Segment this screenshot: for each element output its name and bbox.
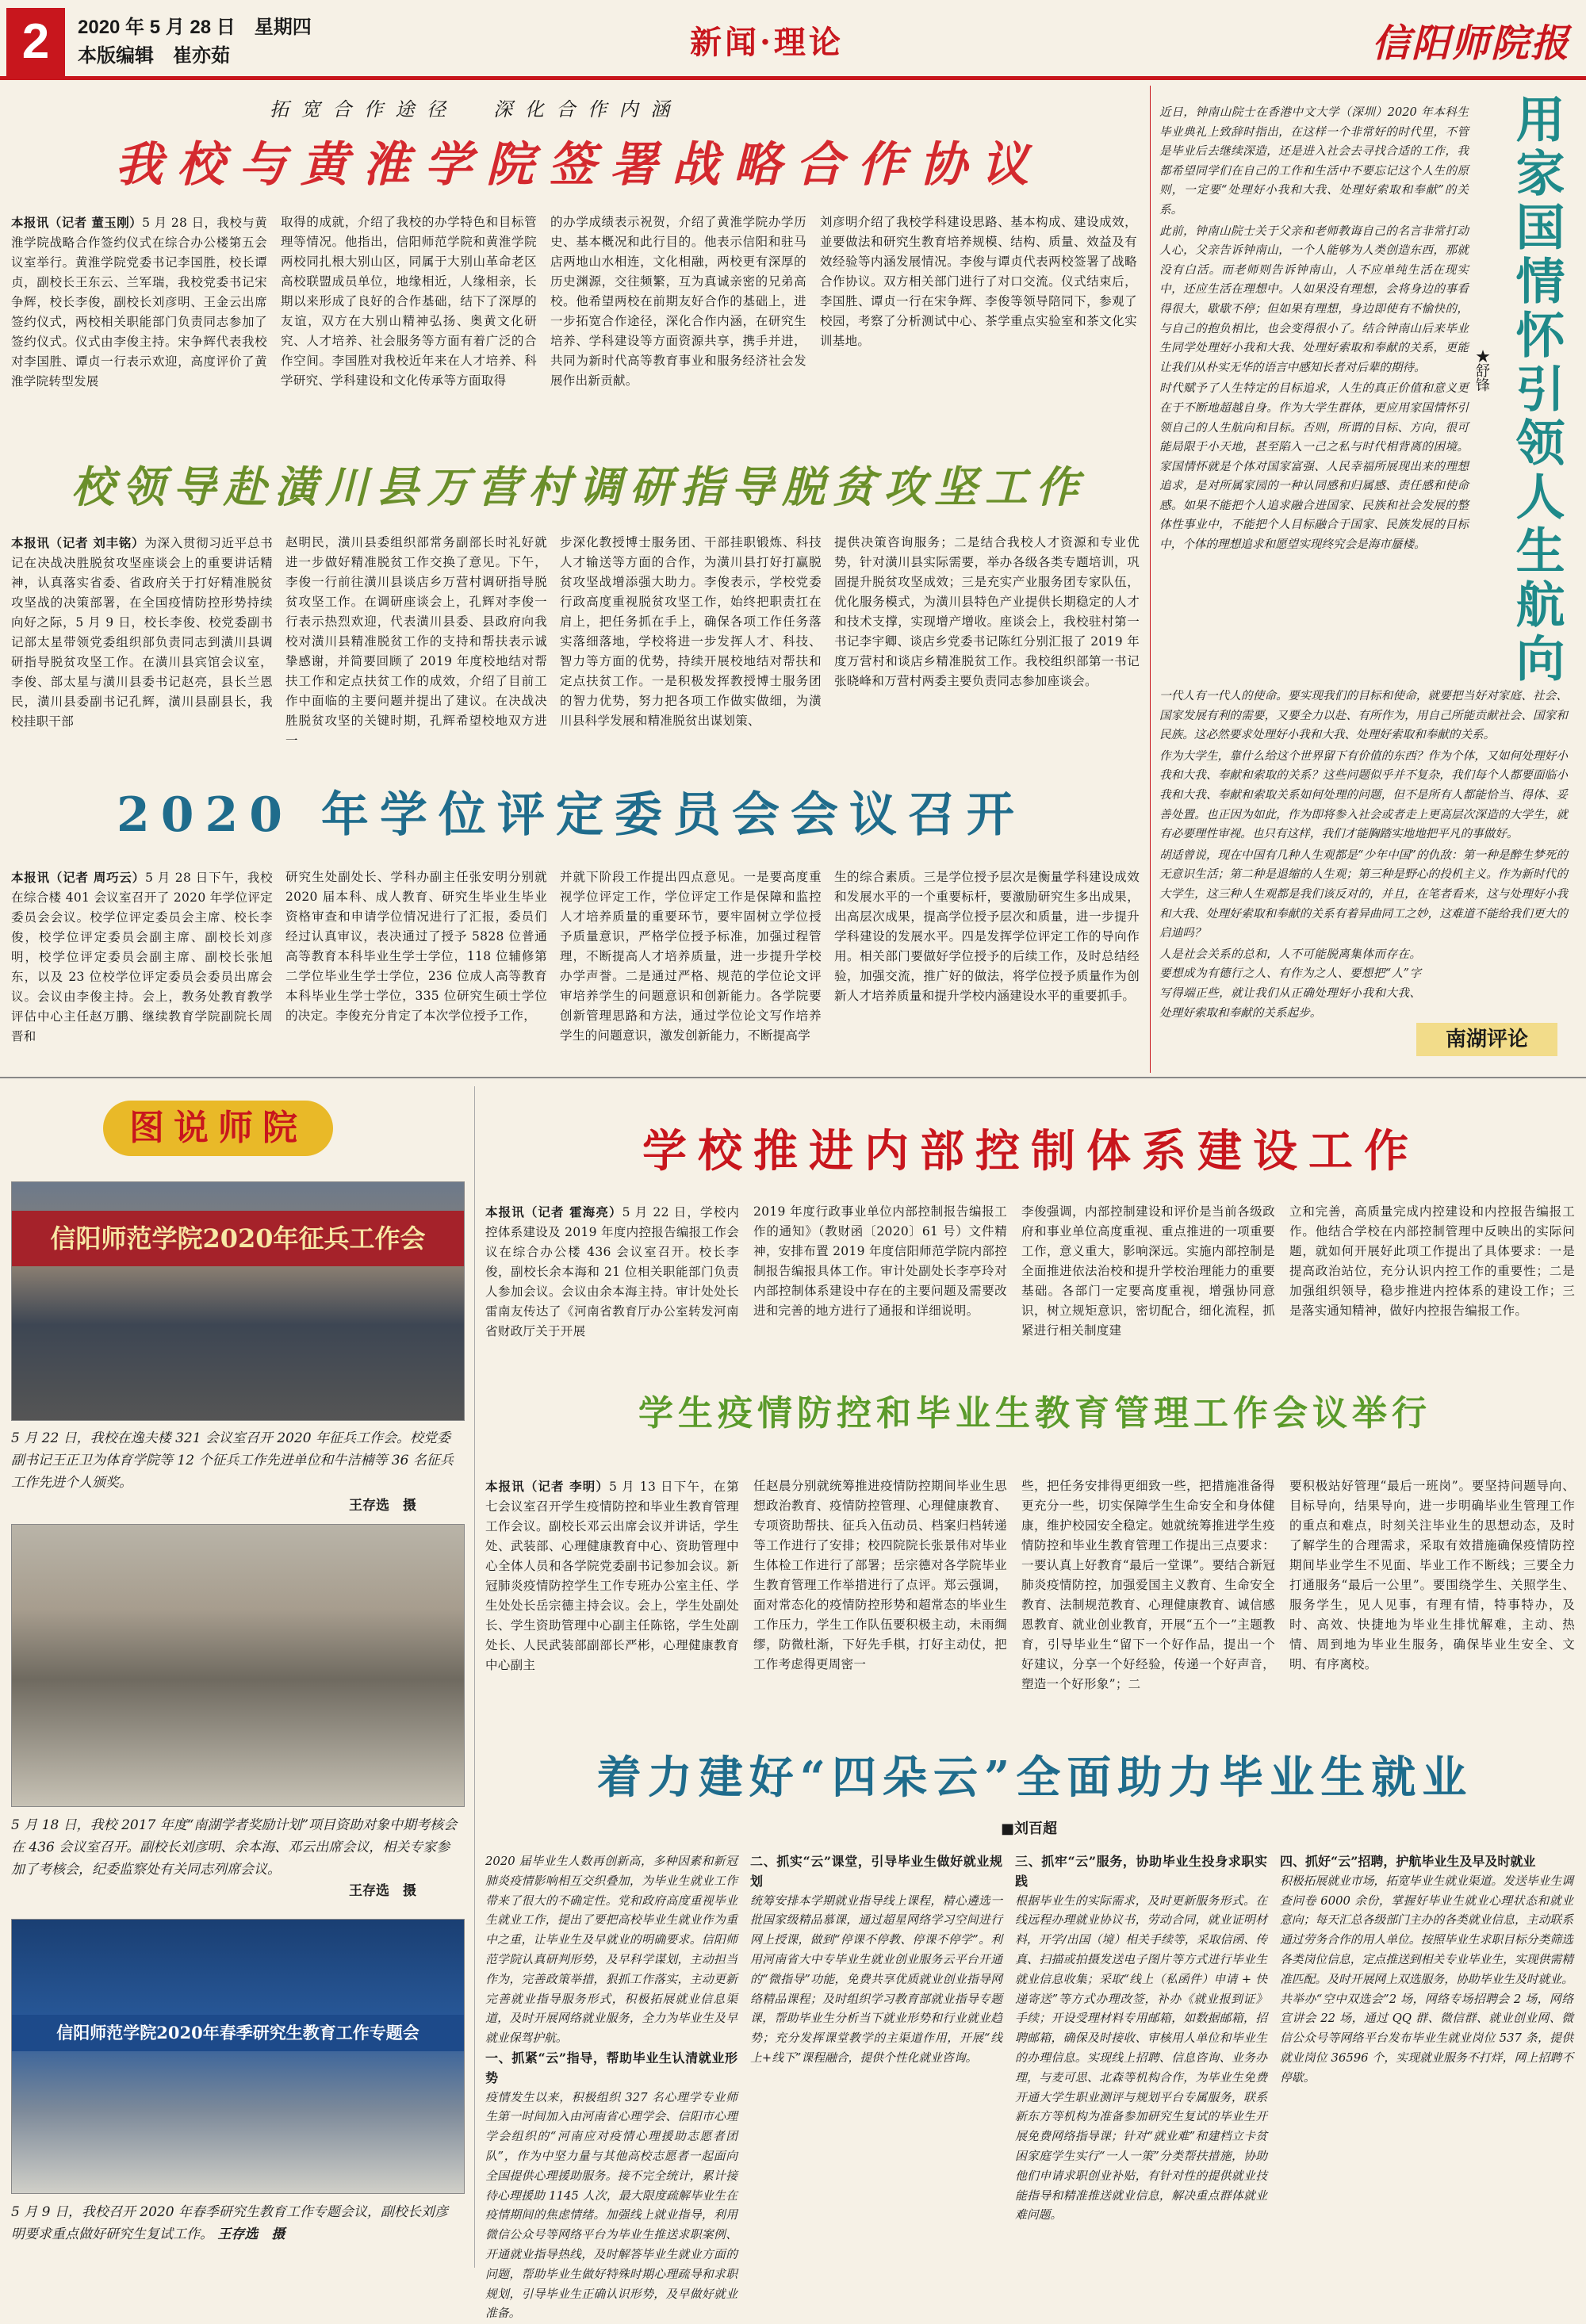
article1-col2 bbox=[281, 212, 537, 391]
article5-text1: 5 月 13 日下午，在第七会议室召开学生疫情防控和毕业生教育管理工作会议。副校长邓云出席会议并讲话，学生处、武装部、心理健康教育中心、资助管理中心全体人员和各学院党委副书记参加会议。新冠肺炎疫情防控学生工作专班办公室主任、学生处处长岳宗德主持会议。会上，学生处副处长、学生资助管理中心副主任陈铭，学生处副处长、人民武装部副部长严彬，心理健康教育中心副主 bbox=[485, 1480, 739, 1672]
photo-column-label: 图说师院 bbox=[103, 1101, 333, 1156]
article3-text4: 生的综合素质。三是学位授予层次是衡量学科建设成效和发展水平的一个重要标杆，要激励研究生多出成果，出高层次成果，提高学位授予层次和质量，进一步提升学科建设的发展水平。四是发挥学位评定工作的导向作用。相关部门要做好学位授予的后续工作，及时总结经验，加强交流，推广好的做法，将学位授予质量作为创新人才培养质量和提升学校内涵建设水平的重要抓手。 bbox=[834, 870, 1140, 1003]
article5-col2 bbox=[753, 1476, 1007, 1675]
photo1-caption bbox=[11, 1427, 459, 1494]
article1-col4 bbox=[820, 212, 1137, 351]
article2-text1: 为深入贯彻习近平总书记在决战决胜脱贫攻坚座谈会上的重要讲话精神，认真落实省委、省政府关于打好精准脱贫攻坚战的决策部署，在全国疫情防控形势持续向好之际，5 月 9 日，校长李俊、校党委副书记部太星带领党委组织部负责同志到潢川县调研指导脱贫攻坚工作。在潢川县宾馆会议室，李俊、部太星与潢川县委书记赵亮，县长兰恩民，潢川县委副书记孔辉，潢川县副县长，我校挂职干部 bbox=[11, 536, 273, 729]
column-para2: 此前，钟南山院士关于父亲和老师教诲自己的名言非常打动人心，父亲告诉钟南山，一个人能够为人类创造东西，那就没有白活。而老师则告诉钟南山，人不应单纯生活在现实中，还应生活在理想中。人如果没有理想，会将身边的事看得很大，歇歇不停；但如果有理想，身边即使有不愉快的，与自己的抱负相比，也会变得很小了。结合钟南山后来毕业生同学处理好小我和大我、处理好索取和奉献的关系，更能让我们从朴实无华的语言中感知长者对后辈的期待。 bbox=[1159, 224, 1469, 374]
article1-col1 bbox=[11, 212, 267, 392]
article4-byline: 本报讯（记者 霍海亮） bbox=[485, 1204, 623, 1219]
article1-col3 bbox=[550, 212, 806, 391]
article3-text1: 5 月 28 日下午，我校在综合楼 401 会议室召开了 2020 年学位评定委员会会议。校学位评定委员会主席、校长李俊，校学位评定委员会副主席、副校长刘彦明，校学位评定委员会副主席、副校长张旭东，以及 23 位校学位评定委员会委员出席会议。会议由李俊主持。会上，教务处教育教学评估中心主任赵万鹏、继续教育学院副院长周晋和 bbox=[11, 871, 273, 1043]
article4-text3: 李俊强调，内部控制建设和评价是当前各级政府和事业单位高度重视、重点推进的一项重要工作，意义重大，影响深远。实施内部控制是全面推进依法治校和提升学校治理能力的重要基础。各部门一定要高度重视，增强协同意识，树立规矩意识，密切配合，细化流程，抓紧进行相关制度建 bbox=[1021, 1204, 1275, 1338]
article4-text4: 立和完善，高质量完成内控建设和内控报告编报工作。他结合学校在内部控制管理中反映出的实际问题，就如何开展好此项工作提出了具体要求：一是提高政治站位，充分认识内控工作的重要性；二是加强组织领导，稳步推进内控体系的建设工作；三是落实通知精神，做好内控报告编报工作。 bbox=[1289, 1204, 1575, 1318]
article3-text2: 研究生处副处长、学科办副主任张安明分别就 2020 届本科、成人教育、研究生毕业生毕业资格审查和申请学位情况进行了汇报，委员们经过认真审议，表决通过了授予 5828 位普通高等教育本科毕业生学士学位，118 位辅修第二学位毕业生学士学位，236 位成人高等教育本科毕业生学士学位，335 位研究生硕士学位的决定。李俊充分肯定了本次学位授予工作， bbox=[285, 870, 547, 1023]
article6-col3 bbox=[1015, 1852, 1267, 2265]
article4-text1: 5 月 22 日，学校内控体系建设及 2019 年度内控报告编报工作会议在综合办公楼 436 会议室召开。校长李俊，副校长余本海和 21 位相关职能部门负责人参加会议。会议由余本海主持。审计处处长雷南友传达了《河南省教育厅办公室转发河南省财政厅关于开展 bbox=[485, 1205, 739, 1338]
divider-mid bbox=[0, 1077, 1586, 1078]
article1-text2: 取得的成就，介绍了我校的办学特色和目标管理等情况。他指出，信阳师范学院和黄淮学院两校同扎根大别山区，同属于大别山革命老区高校联盟成员单位，地缘相近，人缘相亲，长期以来形成了良好的合作基础，结下了深厚的友谊，双方在大别山精神弘扬、奥黄文化研究、人才培养、社会服务等方面有着广泛的合作空间。李国胜对我校近年来在人才培养、科学研究、学科建设和文化传承等方面取得 bbox=[281, 215, 537, 388]
article2-text2: 赵明民，潢川县委组织部常务副部长时礼好就进一步做好精准脱贫工作交换了意见。下午，李俊一行前往潢川县谈店乡万营村调研指导脱贫攻坚工作。在调研座谈会上，孔辉对李俊一行表示热烈欢迎，代表潢川县委、县政府向我校对潢川县精准脱贫工作的支持和帮扶表示诚挚感谢，并简要回顾了 2019 年度校地结对帮扶工作和定点扶贫工作的成效，介绍了目前工作中面临的主要问题并提出了建议。在决战决胜脱贫攻坚的关键时期，孔辉希望校地双方进一 bbox=[285, 535, 547, 748]
article3-col3 bbox=[560, 867, 822, 1046]
article6-title: 着力建好“四朵云”全面助力毕业生就业 bbox=[596, 1752, 1473, 1804]
page-number-badge: 2 bbox=[6, 8, 65, 76]
photo-scholar-review bbox=[11, 1524, 465, 1807]
editor-line: 本版编辑 崔亦茹 bbox=[78, 45, 230, 67]
article6-heading1: 一、抓紧“云”指导，帮助毕业生认清就业形势 bbox=[485, 2050, 737, 2085]
column-piece-title: 用家国情怀引领人生航向 bbox=[1507, 94, 1565, 687]
column-para4: 一代人有一代人的使命。要实现我们的目标和使命，就要把当好对家庭、社会、国家发展有利的需要，又要全力以赴、有所作为，用自己所能贡献社会、国家和民族。这必然要求处理好小我和大我、处理好索取和奉献的关系。 bbox=[1159, 689, 1568, 742]
article5-text3: 些，把任务安排得更细致一些，把措施准备得更充分一些，切实保障学生生命安全和身体健康，维护校园安全稳定。她就统筹推进学生疫情防控和毕业生教育管理工作提出三点要求：一要认真上好教育“最后一堂课”。要结合新冠肺炎疫情防控，加强爱国主义教育、生命安全教育、法制规范教育、心理健康教育、诚信感恩教育、就业创业教育，开展“五个一”主题教育，引导毕业生“留下一个好作品，提出一个好建议，分享一个好经验，传递一个好声音，塑造一个好形象”；二 bbox=[1021, 1479, 1275, 1691]
article4-col2 bbox=[753, 1202, 1007, 1321]
article2-byline: 本报讯（记者 刘丰铭） bbox=[11, 535, 145, 550]
article6-text4: 积极拓展就业市场，拓宽毕业生就业渠道。发送毕业生调查问卷 6000 余份，掌握好毕业生就业心理状态和就业意向；每天汇总各级部门主办的各类就业信息，主动联系通过劳务合作的用人单位。按照毕业生求职目标分类筛选各类岗位信息，定点推送到相关专业毕业生，实现供需精准匹配。及时开展网上双选服务，协助毕业生及时就业。共举办“空中双选会”2 场，网络专场招聘会 2 场，网络宣讲会 22 场，通过 QQ 群、微信群、就业创业网、微信公众号等网络平台发布毕业生就业岗位 537 条，提供就业岗位 36596 个，实现就业服务不打烊，网上招聘不停歇。 bbox=[1280, 1874, 1573, 2085]
article3-byline: 本报讯（记者 周巧云） bbox=[11, 870, 145, 885]
photo-conscription bbox=[11, 1181, 465, 1421]
article1-kicker: 拓 宽 合 作 途 径 深 化 合 作 内 涵 bbox=[270, 98, 673, 121]
column-para6: 胡适曾说，现在中国有几种人生观都是“少年中国”的仇敌：第一种是醉生梦死的无意识生活；第二种是退缩的人生观；第三种是野心的投机主义。作为新时代的大学生，这三种人生观都是我们该反对的，并且，在笔者看来，这与处理好小我和大我、处理好索取和奉献的关系有着异曲同工之妙，这难道不能给我们更大的启迪吗？ bbox=[1159, 848, 1568, 940]
article6-col1 bbox=[485, 1852, 737, 2321]
photo2-credit: 王存选 摄 bbox=[349, 1883, 416, 1899]
article6-text1: 疫情发生以来，积极组织 327 名心理学专业师生第一时间加入由河南省心理学会、信阳市心理学会组织的“河南应对疫情心理援助志愿者团队”，作为中坚力量与其他高校志愿者一起面向全国提供心理援助服务。接不完全统计，累计接待心理援助 1145 人次，最大限度疏解毕业生在疫情期间的焦虑情绪。加强线上就业指导，利用微信公众号等网络平台为毕业生推送求职案例、开通就业指导热线，及时解答毕业生就业方面的问题，帮助毕业生做好特殊时期心理疏导和求职规划，引导毕业生正确认识形势，及早做好就业准备。 bbox=[485, 2090, 737, 2321]
article2-title: 校领导赴潢川县万营村调研指导脱贫攻坚工作 bbox=[71, 461, 1086, 512]
article6-intro: 2020 届毕业生人数再创新高，多种因素和新冠肺炎疫情影响相互交织叠加，为毕业生就业工作带来了很大的不确定性。党和政府高度重视毕业生就业工作，提出了要把高校毕业生就业作为重中之重，让毕业生及早就业的明确要求。信阳师范学院认真研判形势，及早科学谋划，主动担当作为，完善政策举措，狠抓工作落实，主动更新完善就业指导服务形式，积极拓展就业信息渠道，及时开展网络就业服务，全力为毕业生及早就业保驾护航。 bbox=[485, 1855, 737, 2046]
article6-text2: 统筹安排本学期就业指导线上课程，精心遴选一批国家级精品慕课，通过超星网络学习空间进行网上授课，做到“停课不停教、停课不停学”。利用河南省大中专毕业生就业创业服务云平台开通的“微指导”功能，免费共享优质就业创业指导网络精品课程；及时组织学习教育部就业指导专题课，帮助毕业生分析当下就业形势和行业就业趋势；充分发挥课堂教学的主渠道作用，开展“线上+线下”课程融合，提供个性化就业咨询。 bbox=[750, 1893, 1002, 2065]
article1-text4: 刘彦明介绍了我校学科建设思路、基本构成、建设成效，並要做法和研究生教育培养规模、结构、质量、效益及有效经验等内涵发展情况。李俊与谭贞代表两校签署了战略合作协议。双方相关部门进行了对口交流。仪式结束后，李国胜、谭贞一行在宋争辉、李俊等领导陪同下，参观了校园，考察了分析测试中心、茶学重点实验室和茶文化实训基地。 bbox=[820, 215, 1137, 348]
article6-heading2: 二、抓实“云”课堂，引导毕业生做好就业规划 bbox=[750, 1854, 1002, 1889]
article5-text4: 要积极站好管理“最后一班岗”。要坚持问题导向、目标导向，结果导向，进一步明确毕业生管理工作的重点和难点，时刻关注毕业生的思想动态，及时了解学生的合理需求，采取有效措施确保疫情防控期间毕业学生不见面、毕业工作不断线；三要全力打通服务“最后一公里”。要围绕学生、关照学生、服务学生，见人见事，有理有情，特事特办，及时、高效、快捷地为毕业生排忧解难，主动、热情、周到地为毕业生服务，确保毕业生安全、文明、有序离校。 bbox=[1289, 1479, 1575, 1671]
column-piece-body-wide bbox=[1159, 687, 1568, 1024]
article2-col4 bbox=[834, 533, 1140, 691]
article6-col4 bbox=[1280, 1852, 1573, 2225]
photo3-caption-text: 5 月 9 日，我校召开 2020 年春季研究生教育工作专题会议，副校长刘彦明要求重点做好研究生复试工作。 bbox=[11, 2204, 448, 2242]
article5-col1 bbox=[485, 1476, 739, 1675]
article4-col3 bbox=[1021, 1202, 1275, 1341]
column-para3: 时代赋予了人生特定的目标追求，人生的真正价值和意义更在于不断地超越自身。作为大学生群体，更应用家国情怀引领自己的人生航向和目标。否则，所谓的目标、方向，很可能局限于小天地，甚至陷入一己之私与时代相背离的困境。家国情怀就是个体对国家富强、人民幸福所展现出来的理想追求，是对所属家园的一种认同感和归属感、责任感和使命感。如果不能把个人追求融合进国家、民族和社会发展的整体性事业中，不能把个人目标融合于国家、民族发展的目标中，个体的理想追求和愿望实现终究会是海市蜃楼。 bbox=[1159, 381, 1469, 552]
photo3-banner: 信阳师范学院2020年春季研究生教育工作专题会 bbox=[12, 2015, 464, 2051]
article6-col2 bbox=[750, 1852, 1002, 2265]
photo3-credit: 王存选 摄 bbox=[217, 2226, 285, 2242]
article6-heading4: 四、抓好“云”招聘，护航毕业生及早及时就业 bbox=[1280, 1854, 1536, 1869]
photo2-caption bbox=[11, 1814, 459, 1881]
date-line: 2020 年 5 月 28 日 星期四 bbox=[78, 17, 312, 38]
article1-text1: 5 月 28 日，我校与黄淮学院战略合作签约仪式在综合办公楼第五会议室举行。黄淮学院党委书记李国胜，校长谭贞，副校长王东云、兰军瑞，我校党委书记宋争辉，校长李俊，副校长刘彦明、王金云出席签约仪式，两校相关职能部门负责同志参加了签约仪式。仪式由李俊主持。宋争辉代表我校对李国胜、谭贞一行表示欢迎，高度评价了黄淮学院转型发展 bbox=[11, 216, 267, 389]
article6-heading3: 三、抓牢“云”服务，协助毕业生投身求职实践 bbox=[1015, 1854, 1267, 1889]
article1-title: 我校与黄淮学院签署战略合作协议 bbox=[115, 137, 1043, 193]
paper-name-logo: 信阳师院报 bbox=[1372, 21, 1571, 66]
article3-col4 bbox=[834, 867, 1140, 1006]
photo1-banner: 信阳师范学院2020年征兵工作会 bbox=[12, 1211, 464, 1266]
article3-col2 bbox=[285, 867, 547, 1026]
article4-title: 学校推进内部控制体系建设工作 bbox=[642, 1125, 1419, 1177]
article6-text3: 根据毕业生的实际需求，及时更新服务形式。在线远程办理就业协议书，劳动合同，就业证明材料，开学/出国（境）相关手续等，采取信函、传真、扫描或拍摄发送电子图片等方式进行毕业生就业信息收集；采取“线上（私函件）申请 + 快递寄送”等方式办理改签，补办《就业报到证》手续；开设受理材料专用邮箱，如数据邮箱，招聘邮箱，确保及时接收、审核用人单位和毕业生的办理信息。实现线上招聘、信息咨询、业务办理，与麦可思、北森等机构合作，为毕业生免费开通大学生职业测评与规划平台专属服务，联系新东方等机构为准备参加研究生复试的毕业生开展免费网络指导课；针对“就业难”和建档立卡贫困家庭学生实行“一人一策”分类帮扶措施，协助他们申请求职创业补贴，有针对性的提供就业技能指导和精准推送就业信息，解决重点群体就业难问题。 bbox=[1015, 1893, 1267, 2223]
article2-text3: 步深化教授博士服务团、干部挂职锻炼、科技人才输送等方面的合作，为潢川县打好打赢脱贫攻坚战增添强大助力。李俊表示，学校党委行政高度重视脱贫攻坚工作，始终把职责扛在肩上，把任务抓在手上，确保各项工作任务落实落细落地，学校将进一步发挥人才、科技、智力等方面的优势，持续开展校地结对帮扶和定点扶贫工作。一是积极发挥教授博士服务团的智力优势，努力把各项工作做实做细，为潢川县科学发展和精准脱贫出谋划策、 bbox=[560, 535, 822, 728]
photo-graduate-meeting bbox=[11, 1919, 465, 2194]
article4-text2: 2019 年度行政事业单位内部控制报告编报工作的通知》（教财函〔2020〕61 号）文件精神，安排布置 2019 年度信阳师范学院内部控制报告编报具体工作。审计处副处长李亭玲对内部控制体系建设中存在的主要问题及需要改进和完善的地方进行了通报和详细说明。 bbox=[753, 1204, 1007, 1318]
article4-col4 bbox=[1289, 1202, 1575, 1321]
article2-col1 bbox=[11, 533, 273, 732]
article2-col3 bbox=[560, 533, 822, 731]
article2-text4: 提供决策咨询服务；二是结合我校人才资源和专业优势，针对潢川县实际需要，举办各级各类专题培训，巩固提升脱贫攻坚成效；三是充实产业服务团专家队伍，优化服务模式，为潢川县特色产业提供长期稳定的人才和技术支撑，实现增产增收。座谈会上，我校驻村第一书记李宇卿、谈店乡党委书记陈红分别汇报了 2019 年度万营村和谈店乡精准脱贫工作。我校组织部第一书记张晓峰和万营村两委主要负责同志参加座谈会。 bbox=[834, 535, 1140, 688]
article6-author: ■刘百超 bbox=[1001, 1821, 1058, 1837]
article4-col1 bbox=[485, 1202, 739, 1342]
column-para7: 人是社会关系的总和，人不可能脱离集体而存在。要想成为有德行之人、有作为之人、要想把“人”字写得端正些，就让我们从正确处理好小我和大我、处理好索取和奉献的关系起步。 bbox=[1159, 947, 1421, 1020]
photo-column-divider bbox=[474, 1086, 475, 2268]
article2-col2 bbox=[285, 533, 547, 751]
article3-title: 2020 年学位评定委员会会议召开 bbox=[117, 787, 1025, 843]
article5-text2: 任赵晨分别就统筹推进疫情防控期间毕业生思想政治教育、疫情防控管理、心理健康教育、专项资助帮扶、征兵入伍动员、档案归档转递等工作进行了安排；校四院院长张景伟对毕业生体检工作进行了部署；岳宗德对各学院毕业生教育管理工作举措进行了点评。郑云强调，面对常态化的疫情防控形势和超常态的毕业生工作压力，学生工作队伍要积极主动，未雨绸缪，防微杜渐，下好先手棋，打好主动仗，把工作考虑得更周密一 bbox=[753, 1479, 1007, 1671]
photo1-credit: 王存选 摄 bbox=[349, 1498, 416, 1514]
column-para1: 近日，钟南山院士在香港中文大学（深圳）2020 年本科生毕业典礼上致辞时指出，在这样一个非常好的时代里，不管是毕业后去继续深造，还是进入社会去寻找合适的工作，我都希望同学们在自己的工作和生活中不要忘记这个人生的原则，一定要“处理好小我和大我、处理好索取和奉献”的关系。 bbox=[1159, 105, 1469, 216]
article1-byline: 本报讯（记者 董玉刚） bbox=[11, 215, 143, 230]
article5-col3 bbox=[1021, 1476, 1275, 1694]
article5-byline: 本报讯（记者 李明） bbox=[485, 1479, 609, 1494]
article1-text3: 的办学成绩表示祝贺，介绍了黄淮学院办学历史、基本概况和此行目的。他表示信阳和驻马店两地山水相连，文化相融，两校更有深厚的历史渊源，交往频繁，互为真诚亲密的兄弟高校。他希望两校在前期友好合作的基础上，进一步拓宽合作途径，深化合作内涵，在研究生培养、学科建设等方面资源共享，携手并进，共同为新时代高等教育事业和服务经济社会发展作出新贡献。 bbox=[550, 215, 806, 388]
photo2-caption-text: 5 月 18 日，我校 2017 年度“南湖学者奖励计划”项目资助对象中期考核会在 436 会议室召开。副校长刘彦明、余本海、邓云出席会议，相关专家参加了考核会，纪委监察处有关同志列席会议。 bbox=[11, 1817, 458, 1878]
photo1-caption-text: 5 月 22 日，我校在逸夫楼 321 会议室召开 2020 年征兵工作会。校党委副书记王正卫为体育学院等 12 个征兵工作先进单位和牛洁楠等 36 名征兵工作先进个人颁奖。 bbox=[11, 1430, 454, 1491]
column-piece-author: ★舒锋 bbox=[1473, 349, 1490, 392]
article3-text3: 并就下阶段工作提出四点意见。一是要高度重视学位评定工作，学位评定工作是保障和监控人才培养质量的重要环节，要牢固树立学位授予质量意识，严格学位授予标准，加强过程管理，不断提高人才培养质量，进一步提升学校办学声誉。二是通过严格、规范的学位论文评审培养学生的问题意识和创新能力。各学院要创新管理思路和方法，通过学位论文写作培养学生的问题意识，激发创新能力，不断提高学 bbox=[560, 870, 822, 1043]
article3-col1 bbox=[11, 867, 273, 1047]
photo3-caption bbox=[11, 2201, 459, 2246]
column-para5: 作为大学生，靠什么给这个世界留下有价值的东西？作为个体，又如何处理好小我和大我、奉献和索取的关系？这些问题似乎并不复杂，我们每个人都要面临小我和大我、奉献和索取关系如何处理的问题，但不是所有人都能恰当、得体、妥善处置。也正因为如此，作为即将参入社会或者走上更高层次深造的大学生，就有必要理性审视。也只有这样，我们才能胸踏实地地把平凡的事做好。 bbox=[1159, 749, 1568, 841]
section-name: 新闻·理论 bbox=[690, 24, 844, 61]
article5-col4 bbox=[1289, 1476, 1575, 1675]
article5-title: 学生疫情防控和毕业生教育管理工作会议举行 bbox=[638, 1393, 1431, 1434]
column-name-badge: 南湖评论 bbox=[1416, 1023, 1557, 1056]
masthead-rule bbox=[0, 76, 1586, 80]
column-piece-body bbox=[1159, 103, 1469, 557]
